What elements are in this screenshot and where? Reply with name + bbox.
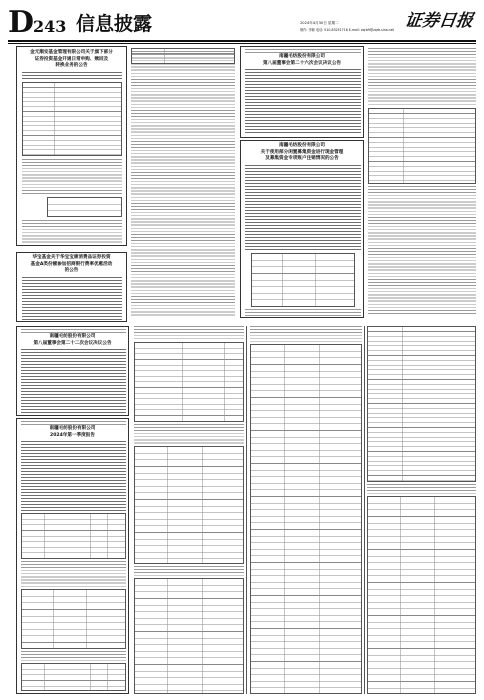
cash-flow-table [250,344,362,694]
balance-sheet-table [134,446,244,564]
newspaper-logo: 证券日报 [403,11,475,31]
article-body-continuation [131,48,235,316]
section-code [8,5,67,42]
article-body-continuation [134,424,244,444]
continued-table [131,48,235,64]
article-body-continuation [368,186,476,316]
section-title: 信息披露 [76,13,153,35]
key-financial-data-table [21,513,126,559]
publication-date: 2024年4月30日 星期二 [300,21,339,25]
article-body-continuation [367,484,476,494]
masthead-rule [8,40,476,42]
article-body-continuation [250,326,362,342]
masthead-rule-thin [8,43,476,44]
article-body [21,441,126,511]
article-header-strip [21,421,126,425]
editor-contact: 制作: 李颖 电话: 010-83251716 E-mail: zqrb9@zqrb.sina.net [300,28,394,32]
financial-product-table [251,253,355,307]
article-quarterly-report [16,418,129,694]
article-title-line: 金元顺安基金管理有限公司关于旗下部分 [30,50,113,55]
article-body-continuation [134,566,244,576]
article-title-line: 关于使用部分闲置募集资金进行现金管理 [260,149,344,155]
masthead [0,0,484,44]
column-divider [246,326,247,694]
continued-statement-table [367,326,476,482]
article-body [22,277,122,320]
income-statement-table [134,578,244,694]
shareholder-table [21,663,126,691]
article-body [245,309,361,317]
article-header-strip [245,49,361,53]
article-title-line: 南疆毛纺股份有限公司 [49,334,96,339]
article-title-line: 南疆毛纺股份有限公司 [279,143,325,148]
fee-table [47,197,122,217]
article-title-line: 华宝基金关于华宝宝康消费品证券投资 [32,255,111,260]
article-idle-funds-management [240,140,364,318]
article-title-line: 的公告 [64,268,79,273]
shareholding-table [134,342,244,422]
article-body-continuation [134,326,244,340]
article-body [22,220,122,244]
section-number: 243 [33,17,67,36]
article-title-line: 基金A类份额参加招商银行费率优惠活动 [30,261,113,267]
article-body [21,349,126,413]
non-recurring-items-table [21,589,126,649]
article-title-line: 及募集资金专项账户注销情况的公告 [265,156,339,161]
article-title-line: 第八届董事会第二十二次会议决议公告 [33,340,112,346]
article-header-strip [21,329,126,333]
column-divider [364,326,365,694]
article-fund-fee-promo [16,252,127,322]
article-board-resolution-26 [240,46,364,138]
article-body-continuation [368,48,476,106]
article-body [21,561,126,587]
section-letter: D [8,5,34,40]
article-title-line: 转换业务的公告 [55,63,88,68]
article-title-line: 第八届董事会第二十六次会议决议公告 [262,60,342,66]
article-body [22,72,122,80]
fund-info-table [22,82,122,156]
continued-statement-table-2 [367,496,476,694]
article-body [245,165,361,251]
article-title-line: 证券投资基金开通日常申购、赎回及 [34,56,109,62]
article-fund-business-notice [16,46,127,246]
article-body [22,159,122,195]
product-detail-table [368,108,476,184]
article-board-resolution-22 [16,326,129,416]
article-body [245,69,361,135]
article-body [21,651,126,661]
article-title-line: 南疆毛纺股份有限公司 [279,54,325,59]
article-title-line: 2024年第一季度报告 [50,432,95,438]
article-title-line: 南疆毛纺股份有限公司 [49,426,96,431]
